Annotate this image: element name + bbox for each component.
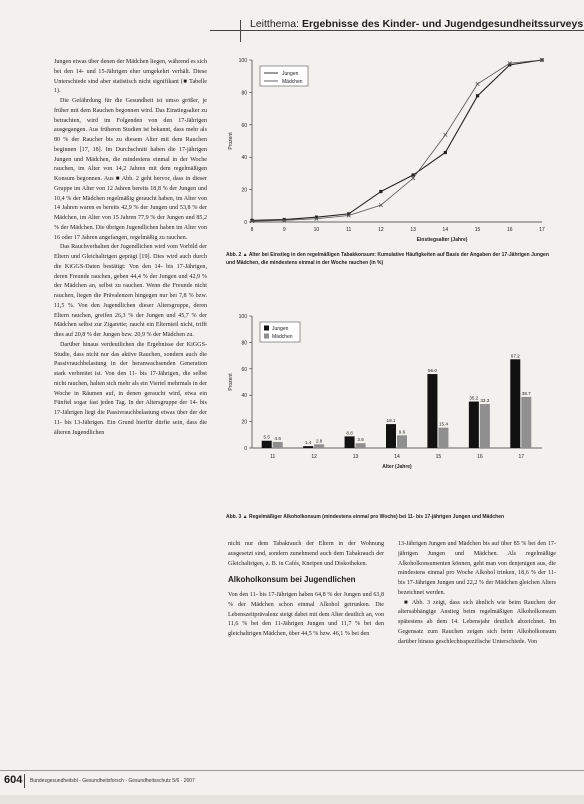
x-tick-label: 9: [282, 227, 286, 233]
legend-label: Jungen: [272, 326, 289, 332]
data-point: [476, 94, 479, 97]
bar-jungen: [303, 446, 313, 448]
figure-caption-abb3: [226, 514, 556, 522]
bar-mädchen: [314, 444, 324, 448]
paragraph: Die Gefährdung für die Gesundheit ist umso größer, je früher mit dem Rauchen begonnen wird. Das Einstiegsalter zu betrachten, wird im Folgenden von den 17-Jährigen ausgegangen. Aus früheren Studien ist bekannt, dass mehr als 80 % der Raucher bis zu diesem Alter mit dem Rauchen beginnen [17, 18]. Im Durchschnitt haben die 17-jährigen Jungen und Mädchen, die mindestens einmal in der Woche rauchen, im Alter von 14,2 Jahren mit dem regelmäßigen Konsum begonnen. Aus ■ Abb. 2 geht hervor, dass in dieser Gruppe im Alter von 12 Jahren bereits 18,8 % der Jungen und 10,4 % der Mädchen regelmäßig geraucht haben, im Alter von 14 Jahren waren es bereits 42,9 % der Jungen und 53,8 % der Mädchen, im Alter von 15 Jahren 77,9 % der Jungen und 85,2 % der Mädchen. Die übrigen Jugendlichen haben im Alter von 16 oder 17 Jahren angefangen, regelmäßig zu rauchen.: [54, 98, 207, 241]
y-axis-label: Prozent: [228, 132, 234, 150]
y-tick-label: 20: [241, 187, 247, 194]
data-label: 56.0: [427, 368, 437, 374]
paragraph: Von den 11- bis 17-Jährigen haben 64,8 % der Jungen und 63,8 % der Mädchen schon einmal Alkohol getrunken. Die Lebenszeitprävalenz steigt dabei mit dem Alter deutlich an, von 11,6 % bei den 11-Jährigen Jungen und 11,7 % bei den gleichaltrigen Mädchen, über 44,5 % bzw. 46,1 % bei den: [228, 592, 384, 637]
y-tick-label: 80: [241, 340, 247, 347]
caption-text: Abb. 2 ▲ Alter bei Einstieg in den regelmäßigen Tabakkonsum: Kumulative Häufigkeiten auf Basis der Angaben der 17-Jährigen Jungen und Mädchen, die mindestens einmal in der Woche rauchen (in %): [226, 252, 549, 266]
data-label: 18.1: [386, 418, 396, 424]
middle-text-column: [228, 540, 384, 764]
figure-caption-abb2: [226, 252, 556, 267]
paragraph: Jungen etwas über denen der Mädchen liegen, während es sich bei den 14- und 15-Jährigen eher umgekehrt verhält. Diese Unterschiede sind aber statistisch nicht signifikant (■ Tabelle 1).: [54, 59, 207, 95]
bar-jungen: [427, 374, 437, 448]
bar-mädchen: [397, 435, 407, 448]
data-label: 67.2: [510, 353, 520, 359]
bar-chart-alkoholkonsum: [222, 308, 564, 508]
y-tick-label: 40: [241, 155, 247, 162]
data-label: 9.6: [398, 429, 406, 435]
data-label: 38.7: [521, 390, 531, 396]
legend-swatch: [264, 334, 269, 339]
x-tick-label: 11: [346, 227, 352, 233]
data-point: [444, 133, 448, 137]
x-tick-label: 13: [352, 454, 359, 460]
bar-jungen: [386, 424, 396, 448]
caption-text: Abb. 3 ▲ Regelmäßiger Alkoholkonsum (mindestens einmal pro Woche) bei 11- bis 17-jährigen Jungen und Mädchen: [226, 514, 505, 520]
bar-mädchen: [438, 428, 448, 448]
x-tick-label: 10: [313, 227, 320, 233]
y-tick-label: 60: [241, 122, 247, 129]
paragraph: 13-Jährigen Jungen und Mädchen bis auf über 85 % bei den 17-jährigen Jungen und Mädchen. Als regelmäßige Alkoholkonsumenten können, geht man von denjenigen aus, die mindestens einmal pro Woche Alkohol trinken, 18,6 % der 11- bis 17-Jährigen Jungen und 22,2 % der Mädchen gleichen Alters bezeichnet werden.: [398, 541, 556, 596]
data-label: 1.4: [304, 440, 312, 446]
legend-swatch: [264, 326, 269, 331]
x-tick-label: 14: [394, 454, 400, 460]
journal-citation: Bundesgesundheitsbl - Gesundheitsforsch - Gesundheitsschutz 5/6 · 2007: [30, 778, 195, 784]
data-point: [476, 82, 480, 86]
bar-mädchen: [480, 404, 490, 448]
right-text-column: [398, 540, 556, 764]
data-label: 8.8: [346, 430, 353, 436]
x-axis-label: Einstiegsalter (Jahre): [416, 237, 468, 243]
section-heading: Alkoholkonsum bei Jugendlichen: [228, 575, 356, 585]
x-tick-label: 16: [506, 227, 513, 233]
y-tick-label: 60: [241, 366, 247, 373]
x-tick-label: 16: [477, 454, 483, 460]
data-point: [444, 151, 447, 154]
left-text-column: [54, 58, 207, 764]
data-label: 2.8: [315, 438, 323, 444]
bar-mädchen: [273, 442, 283, 448]
data-label: 5.5: [263, 434, 270, 440]
x-tick-label: 17: [518, 454, 525, 460]
data-label: 15.4: [438, 421, 448, 427]
paragraph: nicht nur dem Tabakrauch der Eltern in der Wohnung ausgesetzt sind, sondern zunehmend auch dem Tabakrauch der Gleichaltrigen, z. B. in Cafés, Kneipen und Diskotheken.: [228, 541, 384, 567]
bar-jungen: [510, 359, 520, 448]
legend-label: Mädchen: [272, 334, 293, 340]
bar-jungen: [262, 441, 272, 448]
header-title: Ergebnisse des Kinder- und Jugendgesundheitssurveys: [301, 18, 584, 30]
journal-label: Leitthema:: [250, 18, 300, 30]
y-tick-label: 0: [244, 446, 247, 452]
page-bottom-edge: [0, 795, 584, 804]
y-tick-label: 20: [241, 419, 247, 426]
x-tick-label: 14: [442, 227, 449, 233]
running-header: [250, 18, 583, 30]
line-chart-einstiegsalter: [222, 52, 564, 248]
y-tick-label: 100: [238, 314, 247, 320]
header-divider: [240, 20, 241, 42]
paragraph: Das Rauchverhalten der Jugendlichen wird vom Vorbild der Eltern und Gleichaltrigen geprägt [19]. Dies wird auch durch die KiGGS-Daten bestätigt: Von den 14- bis 17-Jährigen, deren Freunde rauchen, geben 44,4 % der Jungen und 42,9 % der Mädchen an, selbst zu rauchen. Wenn die Freunde nicht rauchen, liegen die Prävalenzen hingegen nur bei 7,8 % bzw. 11,5 %. Von den Jugendlichen dieser Altersgruppe, deren Eltern rauchen, greifen 26,3 % der Jungen und 45,7 % der Mädchen selbst zur Zigarette; raucht ein Elternteil nicht, trifft dies auf 20,8 % der Jungen bzw. 20,9 % der Mädchen zu.: [54, 244, 207, 338]
x-tick-label: 15: [435, 454, 442, 460]
legend-label: Mädchen: [282, 79, 303, 85]
x-tick-label: 15: [474, 227, 481, 233]
data-label: 4.6: [274, 435, 281, 441]
x-axis-label: Alter (Jahre): [382, 464, 412, 470]
bar-jungen: [345, 436, 355, 448]
bar-mädchen: [356, 443, 366, 448]
data-label: 35.2: [469, 395, 479, 401]
data-label: 3.6: [357, 437, 364, 443]
y-axis-label: Prozent: [228, 373, 234, 391]
x-tick-label: 12: [378, 227, 384, 233]
y-tick-label: 40: [241, 393, 247, 400]
x-tick-label: 8: [250, 227, 254, 233]
paragraph: ■ Abb. 3 zeigt, dass sich ähnlich wie beim Rauchen der altersabhängige Anstieg beim regelmäßigen Alkoholkonsum spätestens ab dem 14. Lebensjahr deutlich abzeichnet. Im Gegensatz zum Rauchen zeigen sich beim Alkoholkonsum darüber hinaus geschlechtsspezifische Unterschiede. Von: [398, 599, 556, 645]
page-number: 604: [4, 774, 23, 786]
y-tick-label: 0: [244, 220, 247, 226]
x-tick-label: 17: [539, 227, 545, 233]
paragraph: Darüber hinaus verdeutlichen die Ergebnisse der KiGGS-Studie, dass nicht nur das aktive Rauchen, sondern auch die Passivrauchbelastung in der heranwachsenden Generation stark verbreitet ist. Von den 11- bis 17-Jährigen, die selbst nicht rauchen, halten sich mehr als ein Viertel mehrmals in der Woche in Räumen auf, in denen geraucht wird, etwa ein Fünftel sogar fast jeden Tag. In der Altersgruppe der 14- bis 17-Jährigen liegt die Passivrauchbelastung etwas über der der 11- bis 13-Jährigen. Ein Grund hierfür dürfte sein, dass die älteren Jugendlichen: [54, 341, 207, 436]
header-rule: [210, 30, 584, 31]
footer-divider: [24, 774, 25, 788]
legend-label: Jungen: [282, 71, 299, 77]
x-tick-label: 13: [410, 227, 416, 233]
y-tick-label: 100: [238, 58, 247, 64]
data-label: 33.3: [480, 398, 490, 404]
data-point: [379, 190, 382, 193]
footer-rule: [0, 770, 584, 771]
y-tick-label: 80: [241, 90, 247, 97]
bar-jungen: [469, 402, 479, 448]
x-tick-label: 12: [311, 454, 317, 460]
bar-mädchen: [521, 397, 531, 448]
x-tick-label: 11: [270, 454, 276, 460]
data-point: [411, 176, 415, 180]
